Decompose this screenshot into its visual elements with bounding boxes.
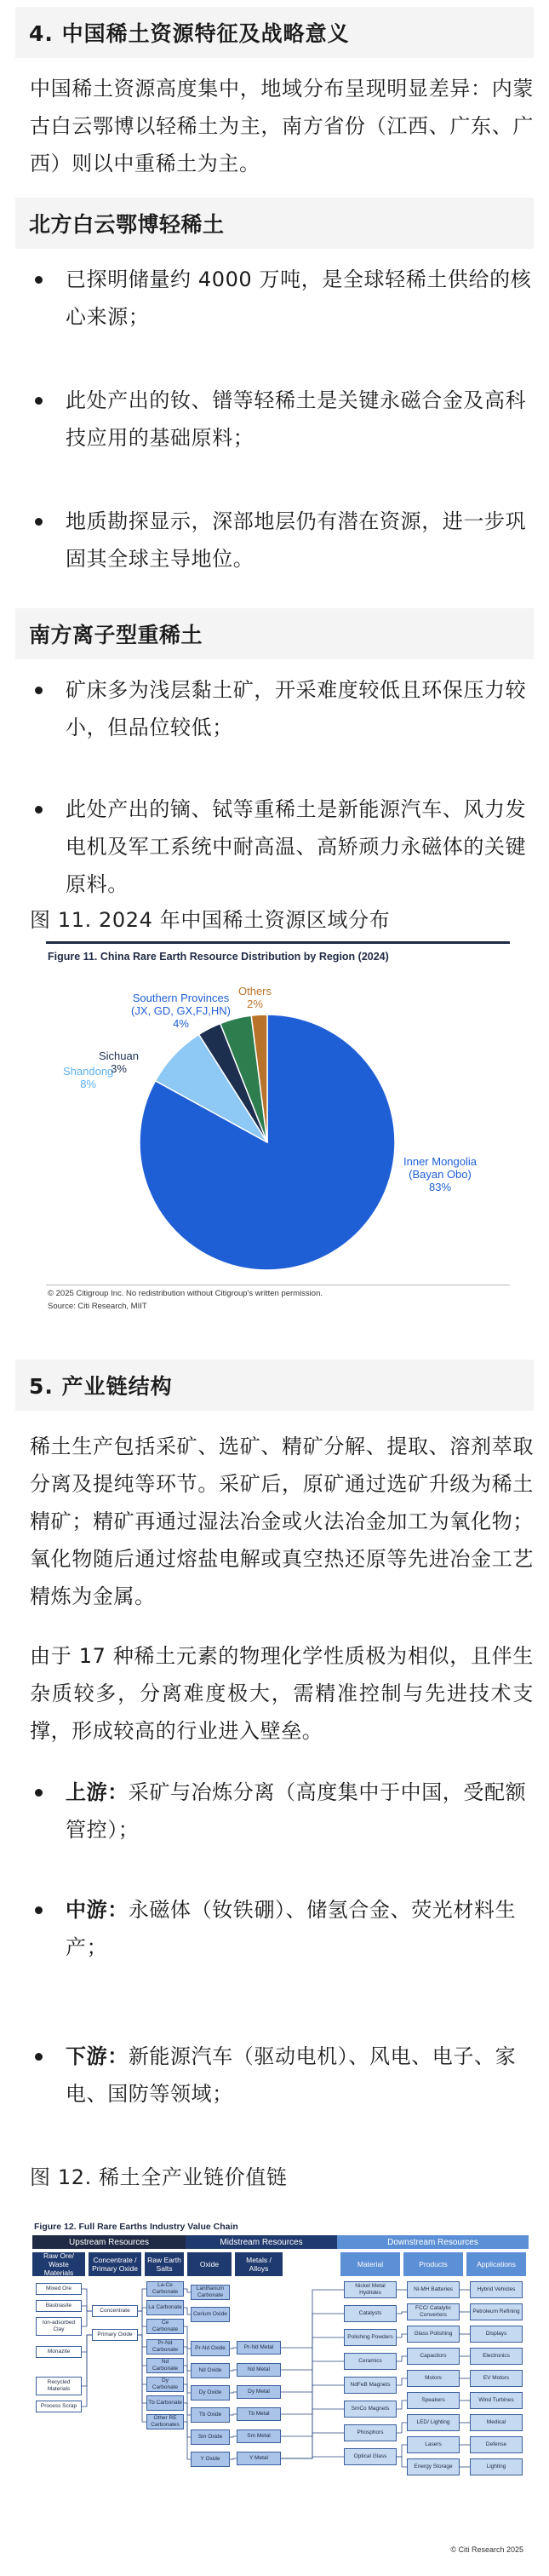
pie-label-value: 4% xyxy=(173,1017,189,1030)
application-item: Lighting xyxy=(470,2458,523,2475)
flow-connector xyxy=(230,2392,237,2393)
bullet-dot xyxy=(35,1906,43,1914)
bullet-dot xyxy=(35,687,43,694)
bullet-text: 永磁体（钕铁硼）、储氢合金、荧光材料生产； xyxy=(66,1898,517,1959)
north-title: 北方白云鄂博轻稀土 xyxy=(15,198,534,249)
metal-item: Y Metal xyxy=(237,2452,281,2465)
pie-label-southern xyxy=(131,992,231,1030)
flow-connector xyxy=(184,2289,191,2292)
band-upstream: Upstream Resources xyxy=(32,2235,186,2249)
bullet-text: 矿床多为浅层黏土矿，开采难度较低且环保压力较小，但品位较低； xyxy=(66,678,527,739)
bullet-dot xyxy=(35,1789,43,1797)
bullet-text: 地质勘探显示，深部地层仍有潜在资源，进一步巩固其全球主导地位。 xyxy=(66,509,527,571)
raw-item: Mixed Ore xyxy=(36,2283,82,2295)
flow-connector xyxy=(184,2326,191,2349)
section5-title: 5. 产业链结构 xyxy=(15,1360,534,1411)
bullet-dot xyxy=(35,397,43,405)
oxide-item: Nd Oxide xyxy=(191,2363,230,2378)
bullet-text: 已探明储量约 4000 万吨，是全球轻稀土供给的核心来源； xyxy=(66,267,532,329)
raw-item: Monazite xyxy=(36,2346,82,2358)
application-item: Hybrid Vehicles xyxy=(470,2281,523,2298)
bullet-dot xyxy=(35,806,43,814)
flow-connector xyxy=(138,2335,146,2422)
metal-item: Nd Metal xyxy=(237,2363,281,2377)
metal-item: Pr-Nd Metal xyxy=(237,2341,281,2355)
application-item: Wind Turbines xyxy=(470,2392,523,2409)
section4-intro: 中国稀土资源高度集中，地域分布呈现明显差异：内蒙古白云鄂博以轻稀土为主，南方省份（江西、广东、广西）则以中重稀土为主。 xyxy=(30,77,534,175)
raw-item: Ion-adsorbed Clay xyxy=(36,2317,82,2336)
south-title: 南方离子型重稀土 xyxy=(15,608,534,659)
pie-label-name: Others xyxy=(238,985,272,998)
oxide-item: Pr-Nd Oxide xyxy=(191,2341,230,2356)
oxide-item: Cerium Oxide xyxy=(191,2307,230,2322)
pie-label-others xyxy=(238,985,272,1010)
col-raw: Raw Ore/ Waste Materials xyxy=(32,2252,85,2276)
col-products: Products xyxy=(403,2252,463,2276)
salt-item: Tb Carbonate xyxy=(146,2395,184,2411)
flow-connector xyxy=(82,2311,92,2326)
bullet-label: 中游： xyxy=(66,1898,129,1922)
product-item: Energy Storage xyxy=(407,2458,460,2475)
figure11-copyright: © 2025 Citigroup Inc. No redistribution without Citigroup's written permission. xyxy=(48,1289,323,1298)
salt-item: Other RE Carbonates xyxy=(146,2414,184,2429)
col-oxide: Oxide xyxy=(187,2252,232,2276)
bullet-label: 上游： xyxy=(66,1780,129,1804)
figure12-title: Figure 12. Full Rare Earths Industry Value Chain xyxy=(34,2222,238,2232)
pie-label-name: Sichuan xyxy=(99,1049,139,1062)
figure11 xyxy=(46,941,510,1320)
pie-label-name: Inner Mongolia xyxy=(403,1155,477,1168)
section4-title: 4. 中国稀土资源特征及战略意义 xyxy=(15,7,534,58)
oxide-item: Lanthanum Carbonate xyxy=(191,2285,230,2300)
south-bullet-1 xyxy=(30,671,534,746)
concentrate-item: Concentrate xyxy=(92,2305,138,2317)
raw-item: Bastnasite xyxy=(36,2300,82,2312)
figure12 xyxy=(32,2222,529,2556)
application-item: Electronics xyxy=(470,2348,523,2365)
section5-para1: 稀土生产包括采矿、选矿、精矿分解、提取、溶剂萃取分离及提纯等环节。采矿后，原矿通过选矿升级为稀土精矿；精矿再通过湿法冶金或火法冶金加工为氧化物；氧化物随后通过熔盐电解或真空热还原等先进冶金工艺精炼为金属。 xyxy=(30,1435,534,1608)
flow-connector xyxy=(281,2433,344,2458)
figure12-caption: 图 12. 稀土全产业链价值链 xyxy=(30,2165,288,2189)
col-material: Material xyxy=(340,2252,400,2276)
col-salts: Raw Earth Salts xyxy=(145,2252,184,2276)
flow-connector xyxy=(230,2458,237,2459)
flow-connector xyxy=(82,2335,92,2406)
flow-connector xyxy=(230,2348,237,2349)
salt-item: Ce Carbonate xyxy=(146,2319,184,2334)
pie-label-value: 3% xyxy=(111,1062,127,1075)
north-bullet-2 xyxy=(30,382,534,457)
application-item: EV Motors xyxy=(470,2370,523,2387)
flow-connector xyxy=(138,2308,146,2311)
product-item: Motors xyxy=(407,2370,460,2387)
figure11-title: Figure 11. China Rare Earth Resource Distribution by Region (2024) xyxy=(48,951,389,963)
salt-item: La Carbonate xyxy=(146,2300,184,2315)
chain-bullet-upstream xyxy=(30,1774,534,1849)
flow-connector xyxy=(397,2445,407,2457)
band-midstream: Midstream Resources xyxy=(186,2235,337,2249)
flow-connector xyxy=(230,2436,237,2437)
pie-chart xyxy=(46,968,510,1308)
material-item: Ceramics xyxy=(344,2353,397,2370)
chain-bullet-midstream xyxy=(30,1891,534,1966)
bullet-label: 下游： xyxy=(66,2044,129,2068)
col-applications: Applications xyxy=(466,2252,526,2276)
raw-item: Recycled Materials xyxy=(36,2377,82,2395)
flow-connector xyxy=(397,2401,407,2409)
flow-connector xyxy=(397,2312,407,2314)
north-bullet-3 xyxy=(30,503,534,578)
flow-connector xyxy=(397,2378,407,2385)
pie-label-name: Shandong xyxy=(63,1065,114,1078)
pie-label-sichuan xyxy=(99,1049,139,1075)
raw-item: Process Scrap xyxy=(36,2401,82,2412)
oxide-item: Sm Oxide xyxy=(191,2429,230,2445)
product-item: Ni-MH Batteries xyxy=(407,2281,460,2298)
product-item: Speakers xyxy=(407,2392,460,2409)
bullet-text: 此处产出的钕、镨等轻稀土是关键永磁合金及高科技应用的基础原料； xyxy=(66,388,527,450)
flow-connector xyxy=(230,2414,237,2415)
flow-connector xyxy=(230,2370,237,2371)
application-item: Petroleum Refining xyxy=(470,2303,523,2320)
material-item: SmCo Magnets xyxy=(344,2401,397,2418)
salt-item: Dy Carbonate xyxy=(146,2377,184,2392)
flow-connector xyxy=(184,2422,191,2459)
oxide-item: Dy Oxide xyxy=(191,2385,230,2401)
bullet-text: 采矿与冶炼分离（高度集中于中国，受配额管控）； xyxy=(66,1780,527,1842)
flow-connector xyxy=(397,2356,407,2361)
product-item: Lasers xyxy=(407,2436,460,2453)
salt-item: Nd Carbonate xyxy=(146,2358,184,2373)
material-item: NdFeB Magnets xyxy=(344,2377,397,2394)
pie-label-value: 8% xyxy=(80,1078,97,1090)
pie-label-value: 2% xyxy=(247,998,263,1010)
flow-connector xyxy=(82,2306,92,2311)
bullet-dot xyxy=(35,276,43,284)
figure12-copyright: © Citi Research 2025 xyxy=(450,2545,523,2554)
chain-bullet-downstream xyxy=(30,2038,534,2113)
material-item: Nickel Metal Hydrides xyxy=(344,2281,397,2298)
pie-label-name-cont: (JX, GD, GX,FJ,HN) xyxy=(131,1004,231,1017)
col-concentrate: Concentrate / Primary Oxide xyxy=(89,2252,141,2276)
figure11-caption: 图 11. 2024 年中国稀土资源区域分布 xyxy=(30,908,391,932)
salt-item: Pr-Nd Carbonate xyxy=(146,2339,184,2355)
oxide-item: Y Oxide xyxy=(191,2452,230,2467)
band-downstream: Downstream Resources xyxy=(337,2235,529,2249)
material-item: Phosphors xyxy=(344,2424,397,2441)
product-item: FCC/ Catalytic Converters xyxy=(407,2303,460,2320)
oxide-item: Tb Oxide xyxy=(191,2407,230,2423)
section5-para2: 由于 17 种稀土元素的物理化学性质极为相似，且伴生杂质较多，分离难度极大，需精准控制与先进技术支撑，形成较高的行业进入壁垒。 xyxy=(30,1644,534,1743)
material-item: Catalysts xyxy=(344,2305,397,2322)
material-item: Optical Glass xyxy=(344,2448,397,2465)
application-item: Displays xyxy=(470,2326,523,2343)
north-bullet-1 xyxy=(30,261,534,336)
bullet-text: 此处产出的镝、铽等重稀土是新能源汽车、风力发电机及军工系统中耐高温、高矫顽力永磁体的关键原料。 xyxy=(66,797,527,896)
pie-label-name-cont: (Bayan Obo) xyxy=(409,1168,472,1181)
bullet-text: 新能源汽车（驱动电机）、风电、电子、家电、国防等领域； xyxy=(66,2044,517,2106)
application-item: Defense xyxy=(470,2436,523,2453)
material-item: Polishing Powders xyxy=(344,2329,397,2346)
figure11-source: Source: Citi Research, MIIT xyxy=(48,1302,147,1311)
application-item: Medical xyxy=(470,2414,523,2431)
bullet-dot xyxy=(35,518,43,526)
flow-connector xyxy=(281,2457,344,2458)
product-item: Glass Polishing xyxy=(407,2326,460,2343)
bullet-dot xyxy=(35,2053,43,2061)
flow-connector xyxy=(397,2423,407,2433)
concentrate-item: Primary Oxide xyxy=(92,2329,138,2341)
metal-item: Sm Metal xyxy=(237,2429,281,2443)
metal-item: Tb Metal xyxy=(237,2407,281,2421)
product-item: LED/ Lighting xyxy=(407,2414,460,2431)
product-item: Capacitors xyxy=(407,2348,460,2365)
pie-label-name: Southern Provinces xyxy=(132,992,230,1004)
metal-item: Dy Metal xyxy=(237,2385,281,2399)
flow-connector xyxy=(397,2334,407,2337)
pie-label-value: 83% xyxy=(428,1181,452,1193)
salt-item: La-Ce Carbonate xyxy=(146,2281,184,2297)
flow-connector xyxy=(397,2457,407,2467)
pie-label-inner xyxy=(403,1155,477,1193)
flow-connector xyxy=(184,2308,191,2314)
south-bullet-2 xyxy=(30,791,534,903)
col-metals: Metals / Alloys xyxy=(235,2252,283,2276)
